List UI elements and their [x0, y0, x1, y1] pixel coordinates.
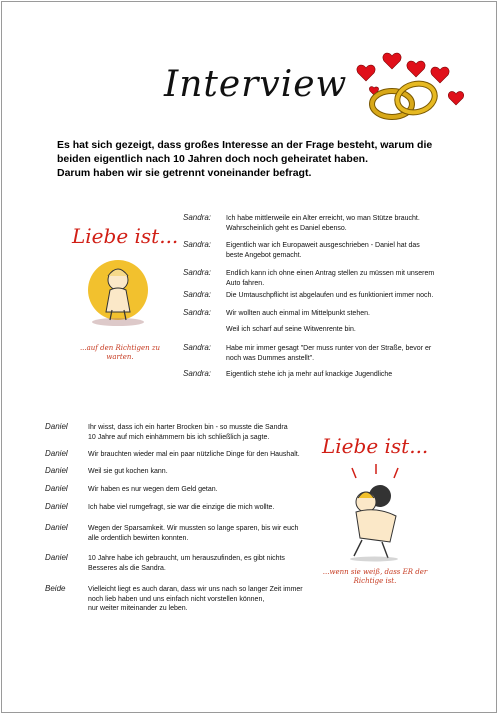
couple-hug-illustration [332, 462, 418, 562]
speaker-label: Daniel [45, 449, 68, 458]
answer-text: Die Umtauschpflicht ist abgelaufen und es funktioniert immer noch. [226, 292, 434, 299]
speaker-label: Sandra: [183, 240, 212, 249]
speaker-label: Daniel [45, 466, 68, 475]
speaker-label: Daniel [45, 484, 68, 493]
intro-text [57, 138, 433, 180]
speaker-label: Sandra: [183, 343, 212, 352]
answer-text: Ihr wisst, dass ich ein harter Brocken bin - so musste die Sandra 10 Jahre auf mich einhämmern bis ich schließlich ja sagte. [88, 424, 288, 441]
answer-text: Wir wollten auch einmal im Mittelpunkt stehen. [226, 310, 370, 317]
answer-text: Ich habe mittlerweile ein Alter erreicht, wo man Stütze braucht. Wahrscheinlich geht es Daniel ebenso. [226, 215, 420, 232]
answer-text: Eigentlich war ich Europaweit ausgeschrieben - Daniel hat das beste Angebot gemacht. [226, 242, 420, 259]
speaker-label: Daniel [45, 422, 68, 431]
answer-text: Vielleicht liegt es auch daran, dass wir uns nach so langer Zeit immer noch lieb haben und uns einfach nicht vorstellen können, nur weiter miteinander zu leben. [88, 586, 303, 612]
girl-sitting-illustration [78, 252, 158, 332]
speaker-label: Daniel [45, 553, 68, 562]
speaker-label: Sandra: [183, 268, 212, 277]
card-caption: ...auf den Richtigen zu warten. [79, 344, 161, 361]
answer-text: Wegen der Sparsamkeit. Wir mussten so lange sparen, bis wir euch alle ordentlich bewirten konnten. [88, 525, 299, 542]
speaker-label: Sandra: [183, 308, 212, 317]
answer-text: Endlich kann ich ohne einen Antrag stellen zu müssen mit unserem Auto fahren. [226, 270, 435, 287]
answer-text: 10 Jahre habe ich gebraucht, um herauszufinden, es gibt nichts Besseres als die Sandra. [88, 555, 285, 572]
liebe-ist-card-daniel [312, 432, 438, 592]
card-caption: ...wenn sie weiß, dass ER der Richtige ist. [322, 568, 428, 585]
answer-text: Wir haben es nur wegen dem Geld getan. [88, 486, 218, 493]
intro-line: beiden eigentlich nach 10 Jahren doch noch geheiratet haben. [57, 153, 368, 165]
wedding-rings-hearts-icon [352, 48, 470, 128]
answer-text: Weil ich scharf auf seine Witwenrente bin. [226, 326, 356, 333]
liebe-ist-card-sandra [70, 222, 179, 370]
answer-text: Weil sie gut kochen kann. [88, 468, 168, 475]
intro-line: Darum haben wir sie getrennt voneinander befragt. [57, 167, 312, 179]
answer-text: Habe mir immer gesagt "Der muss runter von der Straße, bevor er noch was Dummes anstellt". [226, 345, 432, 362]
speaker-label: Sandra: [183, 213, 212, 222]
speaker-label: Sandra: [183, 290, 212, 299]
answer-text: Eigentlich stehe ich ja mehr auf knackige Jugendliche [226, 371, 393, 378]
speaker-label: Daniel [45, 502, 68, 511]
card-heading: Liebe ist... [322, 434, 429, 458]
answer-text: Wir brauchten wieder mal ein paar nützliche Dinge für den Haushalt. [88, 451, 300, 458]
answer-text: Ich habe viel rumgefragt, sie war die einzige die mich wollte. [88, 504, 275, 511]
speaker-label: Daniel [45, 523, 68, 532]
speaker-label: Sandra: [183, 369, 212, 378]
speaker-label: Beide [45, 584, 66, 593]
intro-line: Es hat sich gezeigt, dass großes Interesse an der Frage besteht, warum die [57, 139, 433, 151]
card-heading: Liebe ist... [72, 224, 179, 248]
page-title: Interview [164, 64, 348, 105]
